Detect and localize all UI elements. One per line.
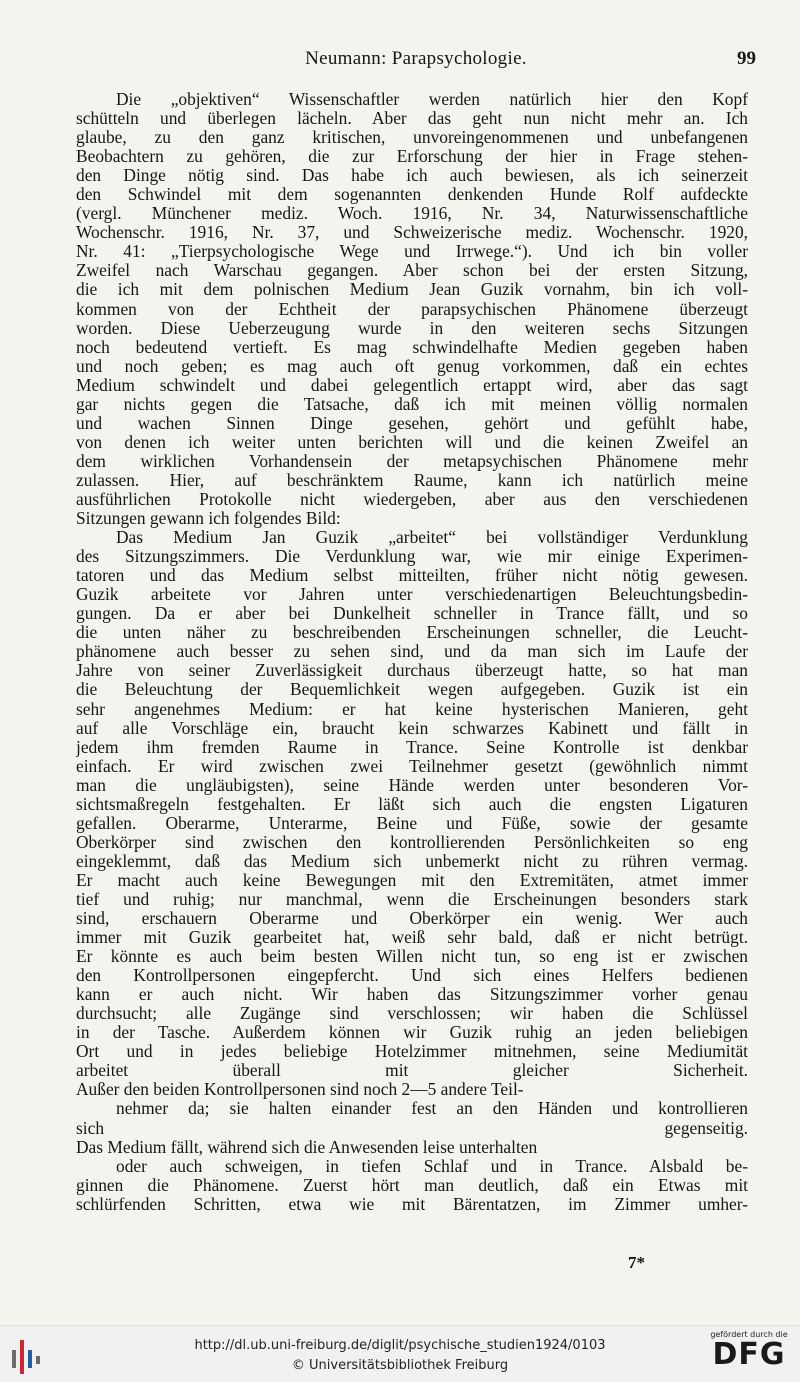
text-line: immer mit Guzik gearbeitet hat, weiß sehr bald, daß er nicht betrügt.: [76, 928, 748, 948]
text-line: Beobachtern zu gehören, die zur Erforschung der hier in Frage stehen-: [76, 147, 748, 167]
funder-logo: [708, 1330, 790, 1378]
text-line: durchsucht; alle Zugänge sind verschlossen; wir haben die Schlüssel: [76, 1004, 748, 1024]
text-line: ginnen die Phänomene. Zuerst hört man deutlich, daß ein Etwas mit: [76, 1175, 748, 1195]
text-line: zulassen. Hier, auf beschränktem Raume, kann ich natürlich meine: [76, 470, 748, 490]
text-line: (vergl. Münchener mediz. Woch. 1916, Nr. 34, Naturwissenschaftliche: [76, 204, 748, 224]
text-line: Außer den beiden Kontrollpersonen sind noch 2—5 andere Teil-: [76, 1080, 524, 1100]
dfg-logo-icon: DFG: [712, 1337, 786, 1372]
text-line: jedem ihm fremden Raume in Trance. Seine Kontrolle ist denkbar: [76, 737, 748, 757]
text-line: glaube, zu den ganz kritischen, unvoreingenommenen und unbefangenen: [76, 128, 748, 148]
text-line: Medium schwindelt und dabei gelegentlich ertappt wird, aber das sagt: [76, 375, 748, 395]
text-line: Das Medium Jan Guzik „arbeitet“ bei vollständiger Verdunklung: [116, 528, 748, 548]
text-line: dem wirklichen Vorhandensein der metapsychischen Phänomene mehr: [76, 451, 748, 471]
text-line: den Dinge nötig sind. Das habe ich auch bewiesen, als ich seinerzeit: [76, 166, 748, 186]
text-line: auf alle Vorschläge ein, braucht kein schwarzes Kabinett und fällt in: [76, 718, 748, 738]
text-line: und noch geben; es mag auch oft genug vorkommen, daß ein echtes: [76, 356, 748, 376]
text-line: den Schwindel mit dem sogenannten denkenden Hunde Rolf aufdeckte: [76, 185, 748, 205]
text-line: den Kontrollpersonen eingepfercht. Und sich eines Helfers bedienen: [76, 966, 748, 986]
text-line: des Sitzungszimmers. Die Verdunklung war, wie mir einige Experimen-: [76, 547, 748, 567]
text-line: Sitzungen gewann ich folgendes Bild:: [76, 509, 341, 529]
text-line: in der Tasche. Außerdem können wir Guzik ruhig an jeden beliebigen: [76, 1023, 748, 1043]
page-number: 99: [737, 48, 756, 69]
text-line: Guzik arbeitete vor Jahren unter verschiedenartigen Beleuchtungsbedin-: [76, 585, 748, 605]
text-line: und wachen Sinnen Dinge gesehen, gehört und gefühlt habe,: [76, 413, 748, 433]
source-link[interactable]: http://dl.ub.uni-freiburg.de/diglit/psychische_studien1924/0103: [194, 1338, 606, 1353]
text-line: schlürfenden Schritten, etwa wie mit Bärentatzen, im Zimmer umher-: [76, 1194, 748, 1214]
funder-caption: gefördert durch die: [710, 1330, 788, 1339]
page-header: [76, 48, 756, 74]
text-line: oder auch schweigen, in tiefen Schlaf und in Trance. Alsbald be-: [116, 1156, 748, 1176]
text-line: nehmer da; sie halten einander fest an den Händen und kontrollieren: [116, 1099, 748, 1119]
body-text: [76, 90, 748, 1214]
signature-mark: 7*: [628, 1253, 645, 1272]
text-line: Die „objektiven“ Wissenschaftler werden natürlich hier den Kopf: [116, 90, 748, 109]
text-line: man die ungläubigsten), seine Hände werden unter besonderen Vor-: [76, 775, 748, 795]
text-line: tatoren und das Medium selbst mitteilten, früher nicht nötig gewesen.: [76, 566, 748, 586]
text-line: die Beleuchtung der Bequemlichkeit wegen aufgegeben. Guzik ist ein: [76, 680, 748, 700]
text-line: von denen ich weiter unten berichten will und die keinen Zweifel an: [76, 432, 748, 452]
text-line: Er macht auch keine Bewegungen mit den Extremitäten, atmet immer: [76, 870, 748, 890]
text-line: Das Medium fällt, während sich die Anwesenden leise unterhalten: [76, 1137, 538, 1157]
text-line: gungen. Da er aber bei Dunkelheit schneller in Trance fällt, und so: [76, 604, 748, 624]
text-line: sichtsmaßregeln festgehalten. Er läßt sich auch die engsten Ligaturen: [76, 794, 748, 814]
text-line: ausführlichen Protokolle nicht wiedergeben, aber aus den verschiedenen: [76, 489, 748, 509]
text-line: noch bedeutend vertieft. Es mag schwindelhafte Medien gegeben haben: [76, 337, 748, 357]
text-line: kann er auch nicht. Wir haben das Sitzungszimmer vorher genau: [76, 985, 748, 1005]
running-title: Neumann: Parapsychologie.: [305, 48, 527, 69]
copyright-text: © Universitätsbibliothek Freiburg: [291, 1358, 509, 1373]
text-line: sehr angenehmes Medium: er hat keine hysterischen Manieren, geht: [76, 699, 748, 719]
text-line: arbeitet überall mit gleicher Sicherheit.: [76, 1061, 748, 1081]
text-line: eingeklemmt, daß das Medium sich unbemerkt nicht zu rühren vermag.: [76, 851, 748, 871]
text-line: die unten näher zu beschreibenden Erscheinungen schneller, die Leucht-: [76, 623, 748, 643]
text-line: Nr. 41: „Tierpsychologische Wege und Irrwege.“). Und ich bin voller: [76, 242, 748, 262]
text-line: Zweifel nach Warschau gegangen. Aber schon bei der ersten Sitzung,: [76, 261, 748, 281]
text-line: sind, erschauern Oberarme und Oberkörper ein wenig. Wer auch: [76, 909, 748, 929]
text-line: Ort und in jedes beliebige Hotelzimmer mitnehmen, seine Mediumität: [76, 1042, 748, 1062]
text-line: die ich mit dem polnischen Medium Jean Guzik vornahm, bin ich voll-: [76, 280, 748, 300]
text-line: tief und ruhig; nur manchmal, wenn die Erscheinungen besonders stark: [76, 889, 748, 909]
viewer-footer: [0, 1325, 800, 1382]
text-line: kommen von der Echtheit der parapsychischen Phänomene überzeugt: [76, 299, 748, 319]
text-line: Wochenschr. 1916, Nr. 37, und Schweizerische mediz. Wochenschr. 1920,: [76, 223, 748, 243]
text-line: worden. Diese Ueberzeugung wurde in den weiteren sechs Sitzungen: [76, 318, 748, 338]
text-line: schütteln und überlegen lächeln. Aber das geht nun nicht mehr an. Ich: [76, 109, 748, 129]
text-line: sich gegenseitig.: [76, 1118, 748, 1138]
text-line: einfach. Er wird zwischen zwei Teilnehmer gesetzt (gewöhnlich nimmt: [76, 756, 748, 776]
text-line: gar nichts gegen die Tatsache, daß ich mit meinen völlig normalen: [76, 394, 748, 414]
text-line: Oberkörper sind zwischen den kontrollierenden Persönlichkeiten so eng: [76, 832, 748, 852]
text-line: Er könnte es auch beim besten Willen nicht tun, so eng ist er zwischen: [76, 947, 748, 967]
text-line: phänomene auch besser zu sehen sind, und da man sich im Laufe der: [76, 642, 748, 662]
text-line: gefallen. Oberarme, Unterarme, Beine und Füße, sowie der gesamte: [76, 813, 748, 833]
text-line: Jahre von seiner Zuverlässigkeit durchaus überzeugt hatte, so hat man: [76, 661, 748, 681]
